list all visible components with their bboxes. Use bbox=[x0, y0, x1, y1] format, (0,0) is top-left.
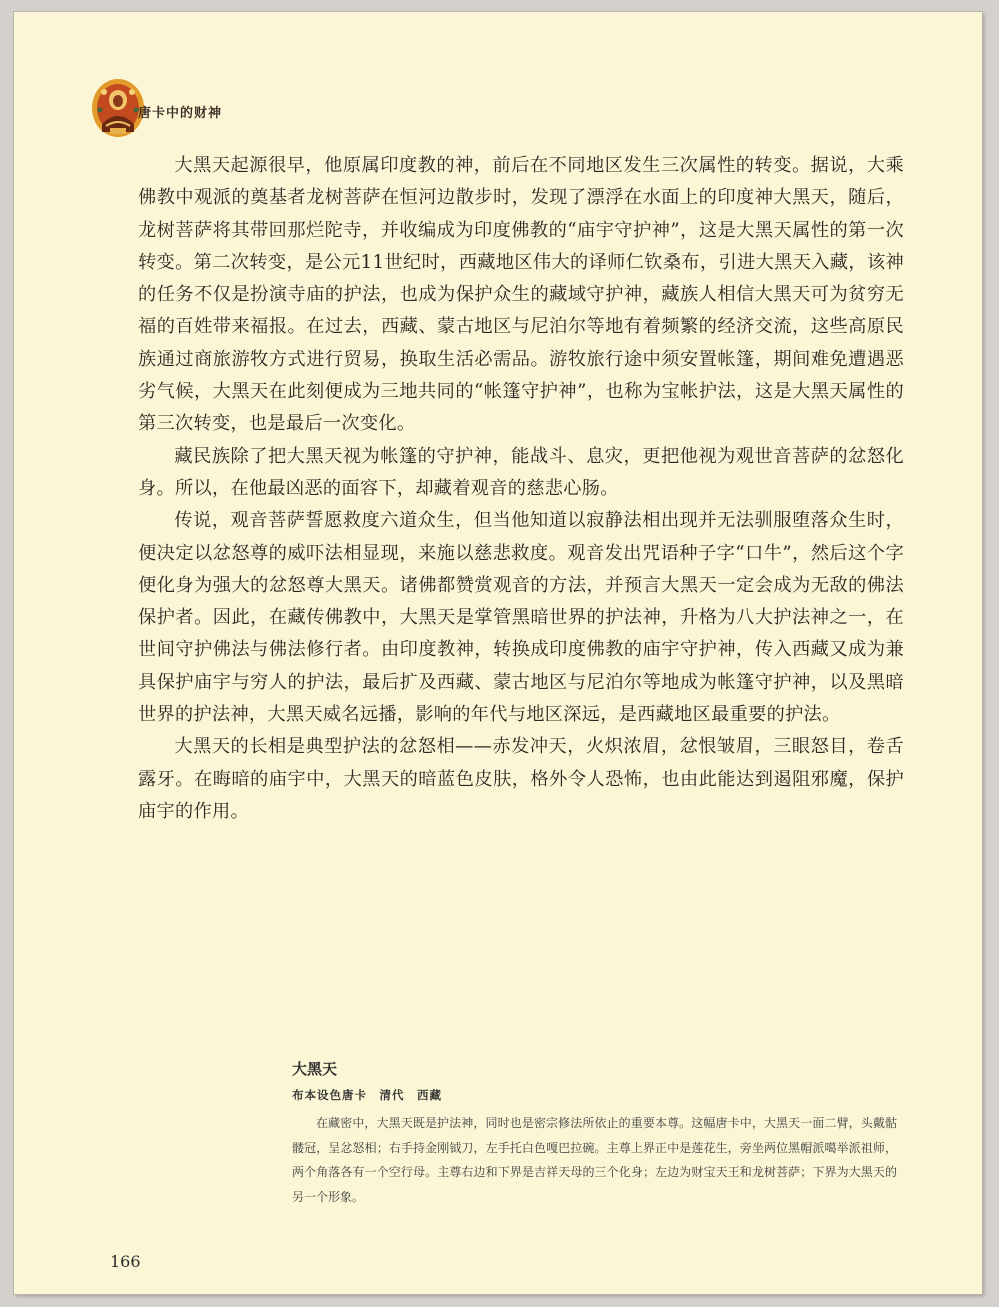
article-body bbox=[138, 150, 904, 828]
caption-subtitle: 布本设色唐卡 清代 西藏 bbox=[292, 1088, 442, 1102]
paragraph: 传说，观音菩萨誓愿救度六道众生，但当他知道以寂静法相出现并无法驯服堕落众生时，便决定以忿怒尊的威吓法相显现，来施以慈悲救度。观音发出咒语种子字“口牛”，然后这个字便化身为强大的忿怒尊大黑天。诸佛都赞赏观音的方法，并预言大黑天一定会成为无敌的佛法保护者。因此，在藏传佛教中，大黑天是掌管黑暗世界的护法神，升格为八大护法神之一，在世间守护佛法与佛法修行者。由印度教神，转换成印度佛教的庙宇守护神，传入西藏又成为兼具保护庙宇与穷人的护法，最后扩及西藏、蒙古地区与尼泊尔等地成为帐篷守护神，以及黑暗世界的护法神，大黑天威名远播，影响的年代与地区深远，是西藏地区最重要的护法。 bbox=[138, 510, 904, 726]
paragraph: 藏民族除了把大黑天视为帐篷的守护神，能战斗、息灾，更把他视为观世音菩萨的忿怒化身。所以，在他最凶恶的面容下，却藏着观音的慈悲心肠。 bbox=[138, 445, 904, 499]
figure-caption bbox=[292, 1058, 897, 1209]
page-number: 166 bbox=[110, 1252, 141, 1271]
paragraph: 大黑天的长相是典型护法的忿怒相——赤发冲天，火炽浓眉，忿恨皱眉，三眼怒目，卷舌露牙。在晦暗的庙宇中，大黑天的暗蓝色皮肤，格外令人恐怖，也由此能达到遏阻邪魔，保护庙宇的作用。 bbox=[138, 736, 904, 822]
book-page bbox=[14, 12, 982, 1294]
paragraph: 大黑天起源很早，他原属印度教的神，前后在不同地区发生三次属性的转变。据说，大乘佛教中观派的奠基者龙树菩萨在恒河边散步时，发现了漂浮在水面上的印度神大黑天，随后，龙树菩萨将其带回那烂陀寺，并收编成为印度佛教的“庙宇守护神”，这是大黑天属性的第一次转变。第二次转变，是公元11世纪时，西藏地区伟大的译师仁钦桑布，引进大黑天入藏，该神的任务不仅是扮演寺庙的护法，也成为保护众生的藏域守护神，藏族人相信大黑天可为贫穷无福的百姓带来福报。在过去，西藏、蒙古地区与尼泊尔等地有着频繁的经济交流，这些高原民族通过商旅游牧方式进行贸易，换取生活必需品。游牧旅行途中须安置帐篷，期间难免遭遇恶劣气候，大黑天在此刻便成为三地共同的“帐篷守护神”，也称为宝帐护法，这是大黑天属性的第三次转变，也是最后一次变化。 bbox=[138, 155, 904, 435]
caption-title: 大黑天 bbox=[292, 1060, 338, 1078]
running-header-title: 唐卡中的财神 bbox=[138, 106, 223, 121]
running-header bbox=[90, 76, 390, 140]
caption-body: 在藏密中，大黑天既是护法神，同时也是密宗修法所依止的重要本尊。这幅唐卡中，大黑天一面二臂，头戴骷髅冠，呈忿怒相；右手持金刚钺刀，左手托白色嘎巴拉碗。主尊上界正中是莲花生，旁坐两位黑帽派噶举派祖师，两个角落各有一个空行母。主尊右边和下界是吉祥天母的三个化身；左边为财宝天王和龙树菩萨；下界为大黑天的另一个形象。 bbox=[292, 1116, 897, 1204]
